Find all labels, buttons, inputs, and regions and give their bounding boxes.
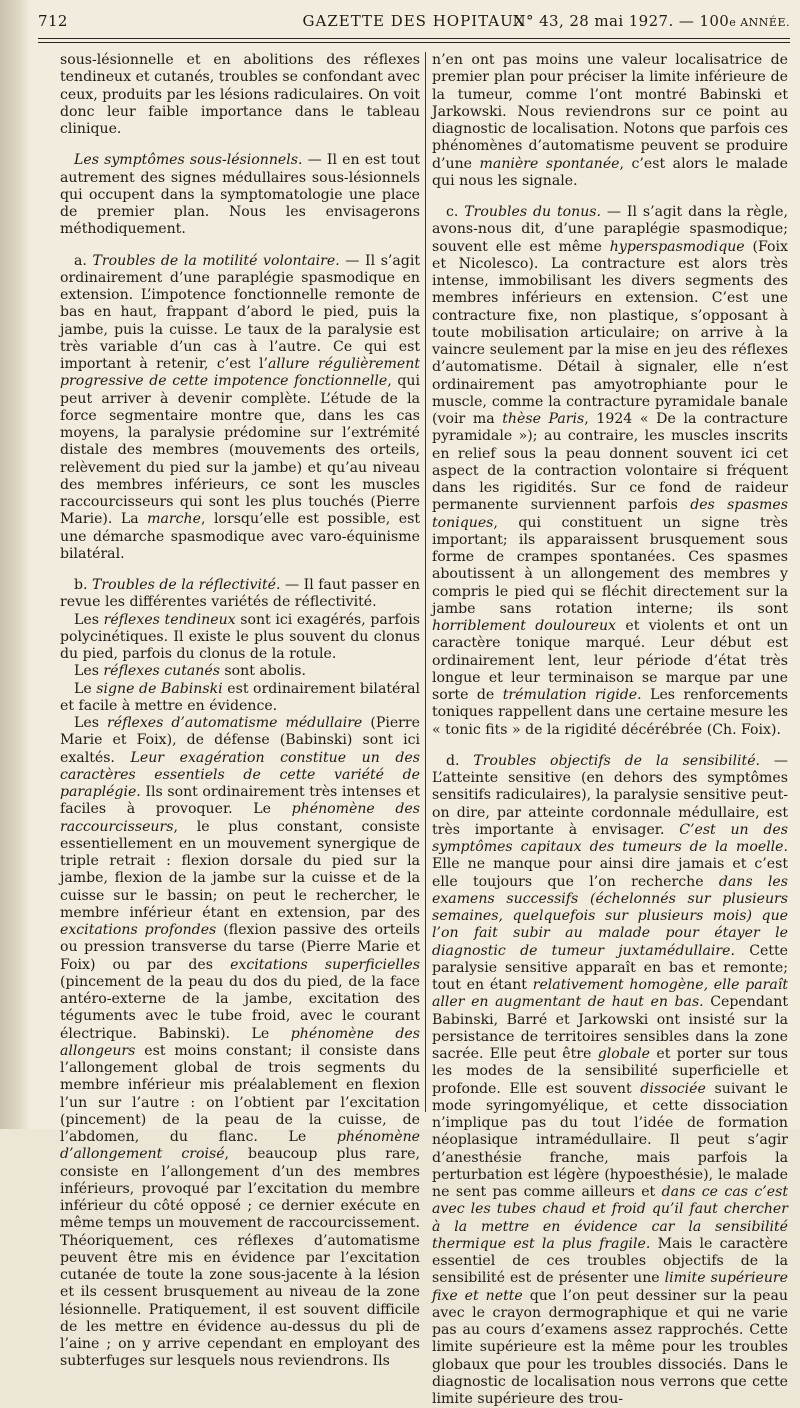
right-column	[432, 52, 789, 1407]
header-rule	[38, 38, 790, 39]
paragraph: a. Troubles de la motilité volontaire. — Il s’agit ordinairement d’une paraplégie spasmodique en extension. L’impotence fonctionnelle remonte de bas en haut, frappant d’abord le pied, puis la jambe, puis la cuisse. Le taux de la paralysie est très variable d’un cas à l’autre. Ce qui est important à retenir, c’est l’allure régulièrement progressive de cette impotence fonctionnelle, qui peut arriver à devenir complète. L’étude de la force segmentaire montre que, dans les cas moyens, la paralysie prédomine sur l’extrémité distale des membres (mouvements des orteils, relèvement du pied sur la jambe) et qu’au niveau des membres inférieurs, ce sont les muscles raccourcisseurs qui sont les plus touchés (Pierre Marie). La marche, lorsqu’elle est possible, est une démarche spasmodique avec varo-équinisme bilatéral.	[60, 252, 421, 562]
paragraph: sous-lésionnelle et en abolitions des réflexes tendineux et cutanés, troubles se confondant avec ceux, produits par les lésions radiculaires. On voit donc leur faible importance dans le tableau clinique.	[60, 52, 420, 137]
paragraph: d. Troubles objectifs de la sensibilité. — L’atteinte sensitive (en dehors des symptômes sensitifs radiculaires), la paralysie sensitive peut-on dire, par atteinte cordonnale médullaire, est très importante à envisager. C’est un des symptômes capitaux des tumeurs de la moelle. Elle ne manque pour ainsi dire jamais et c’est elle toujours que l’on recherche dans les examens successifs (échelonnés sur plusieurs semaines, quelquefois sur plusieurs mois) que l’on fait subir au malade pour étayer le diagnostic de tumeur juxtamédullaire. Cette paralysie sensitive apparaît en bas et remonte; tout en étant relativement homogène, elle paraît aller en augmentant de haut en bas. Cependant Babinski, Barré et Jarkowski ont insisté sur la persistance de territoires sensibles dans la zone sacrée. Elle peut être globale et porter sur tous les modes de la sensibilité superficielle et profonde. Elle est souvent dissociée suivant le mode syringomyélique, et cette dissociation n’implique pas du tout l’idée de formation néoplasique intramédullaire. Il peut s’agir d’anesthésie franche, mais parfois la perturbation est légère (hypoesthésie), le malade ne sent pas comme ailleurs et dans ce cas c’est avec les tubes chaud et froid qu’il faut chercher à la mettre en évidence car la sensibilité thermique est la plus fragile. Mais le caractère essentiel de ces troubles objectifs de la sensibilité est de présenter une limite supérieure fixe et nette que l’on peut dessiner sur la peau avec le crayon dermographique et qui ne varie pas au cours d’examens assez rapprochés. Cette limite supérieure est la même pour les troubles globaux que pour les troubles dissociés. Dans le diagnostic de localisation nous verrons que cette limite supérieure des trou-	[432, 752, 789, 1407]
issue-date: N° 43, 28 mai 1927. — 100	[512, 12, 730, 30]
paragraph: n’en ont pas moins une valeur localisatrice de premier plan pour préciser la limite inférieure de la tumeur, comme l’ont montré Babinski et Jarkowski. Nous reviendrons sur ce point au diagnostic de localisation. Notons que parfois ces phénomènes d’automatisme peuvent se produire d’une manière spontanée, c’est alors le malade qui nous les signale.	[432, 52, 788, 189]
paragraph: Les réflexes d’automatisme médullaire (Pierre Marie et Foix), de défense (Babinski) sont ici exaltés. Leur exagération constitue un des caractères essentiels de cette variété de paraplégie. Ils sont ordinairement très intenses et faciles à provoquer. Le phénomène des raccourcisseurs, le plus constant, consiste essentiellement en un mouvement synergique de triple retrait : flexion dorsale du pied sur la jambe, flexion de la jambe sur la cuisse et de la cuisse sur le bassin; on peut le rechercher, le membre inférieur étant en extension, par des excitations profondes (flexion passive des orteils ou pression transverse du tarse (Pierre Marie et Foix) ou par des excitations superficielles (pincement de la peau du dos du pied, de la face antéro-externe de la jambe, excitation des téguments avec le tube froid, avec le courant électrique. Babinski). Le phénomène des allongeurs est moins constant; il consiste dans l’allongement global de trois segments du membre inférieur mis préalablement en flexion l’un sur l’autre : on l’obtient par l’excitation (pincement) de la peau de la cuisse, de l’abdomen, du flanc. Le phénomène d’allongement croisé, beaucoup plus rare, consiste en l’allongement d’un des membres inférieurs, provoqué par l’excitation du membre inférieur du côté opposé ; ce dernier exécute en même temps un mouvement de raccourcissement. Théoriquement, ces réflexes d’automatisme peuvent être mis en évidence par l’excitation cutanée de toute la zone sous-jacente à la lésion et ils cessent brusquement au niveau de la zone lésionnelle. Pratiquement, il est souvent difficile de les mettre en évidence au-dessus du pli de l’aine ; on y arrive cependant en employant des subterfuges sur lesquels nous reviendrons. Ils	[60, 715, 420, 1370]
left-column	[60, 52, 421, 1370]
paragraph: Les réflexes tendineux sont ici exagérés, parfois polycinétiques. Il existe le plus souvent du clonus du pied, parfois du clonus de la rotule.	[60, 611, 420, 662]
paragraph: Le signe de Babinski est ordinairement bilatéral et facile à mettre en évidence.	[60, 680, 420, 714]
journal-title: GAZETTE DES HOPITAUX	[302, 12, 526, 30]
issue-info	[513, 12, 790, 30]
column-divider	[425, 52, 426, 1112]
paragraph: Les symptômes sous-lésionnels. — Il en est tout autrement des signes médullaires sous-lésionnels qui occupent dans la symptomatologie une place de premier plan. Nous les envisagerons méthodiquement.	[60, 152, 420, 238]
paragraph: b. Troubles de la réflectivité. — Il faut passer en revue les différentes variétés de réflectivité.	[60, 577, 420, 611]
header-rule-thin	[38, 42, 790, 43]
paragraph: Les réflexes cutanés sont abolis.	[74, 663, 306, 680]
binding-shadow	[0, 0, 30, 1129]
paragraph: c. Troubles du tonus. — Il s’agit dans la règle, avons-nous dit, d’une paraplégie spasmodique; souvent elle est même hyperspasmodique (Foix et Nicolesco). La contracture est alors très intense, immobilisant les divers segments des membres inférieurs en extension. C’est une contracture fixe, non plastique, s’opposant à toute mobilisation articulaire; on arrive à la vaincre seulement par la mise en jeu des réflexes d’automatisme. Détail à signaler, elle n’est ordinairement pas amyotrophiante pour le muscle, comme la contracture pyramidale banale (voir ma thèse Paris, 1924 « De la contracture pyramidale »); au contraire, les muscles inscrits en relief sous la peau donnent souvent ici cet aspect de la contraction volontaire si fréquent dans les rigidités. Sur ce fond de raideur permanente surviennent parfois des spasmes toniques, qui constituent un signe très important; ils apparaissent brusquement sous forme de crampes spontanées. Ces spasmes aboutissent à un allongement des membres y compris le pied qui se fléchit directement sur la jambe sans rotation interne; ils sont horriblement douloureux et violents et ont un caractère tonique marqué. Leur début est ordinairement lent, leur période d’état très longue et leur terminaison se marque par une sorte de trémulation rigide. Les renforcements toniques rappellent dans une certaine mesure les « tonic fits » de la rigidité décérébrée (Ch. Foix).	[432, 204, 788, 738]
page-header	[38, 12, 790, 36]
issue-year: e ANNÉE.	[729, 16, 790, 29]
page-number: 712	[38, 12, 68, 30]
